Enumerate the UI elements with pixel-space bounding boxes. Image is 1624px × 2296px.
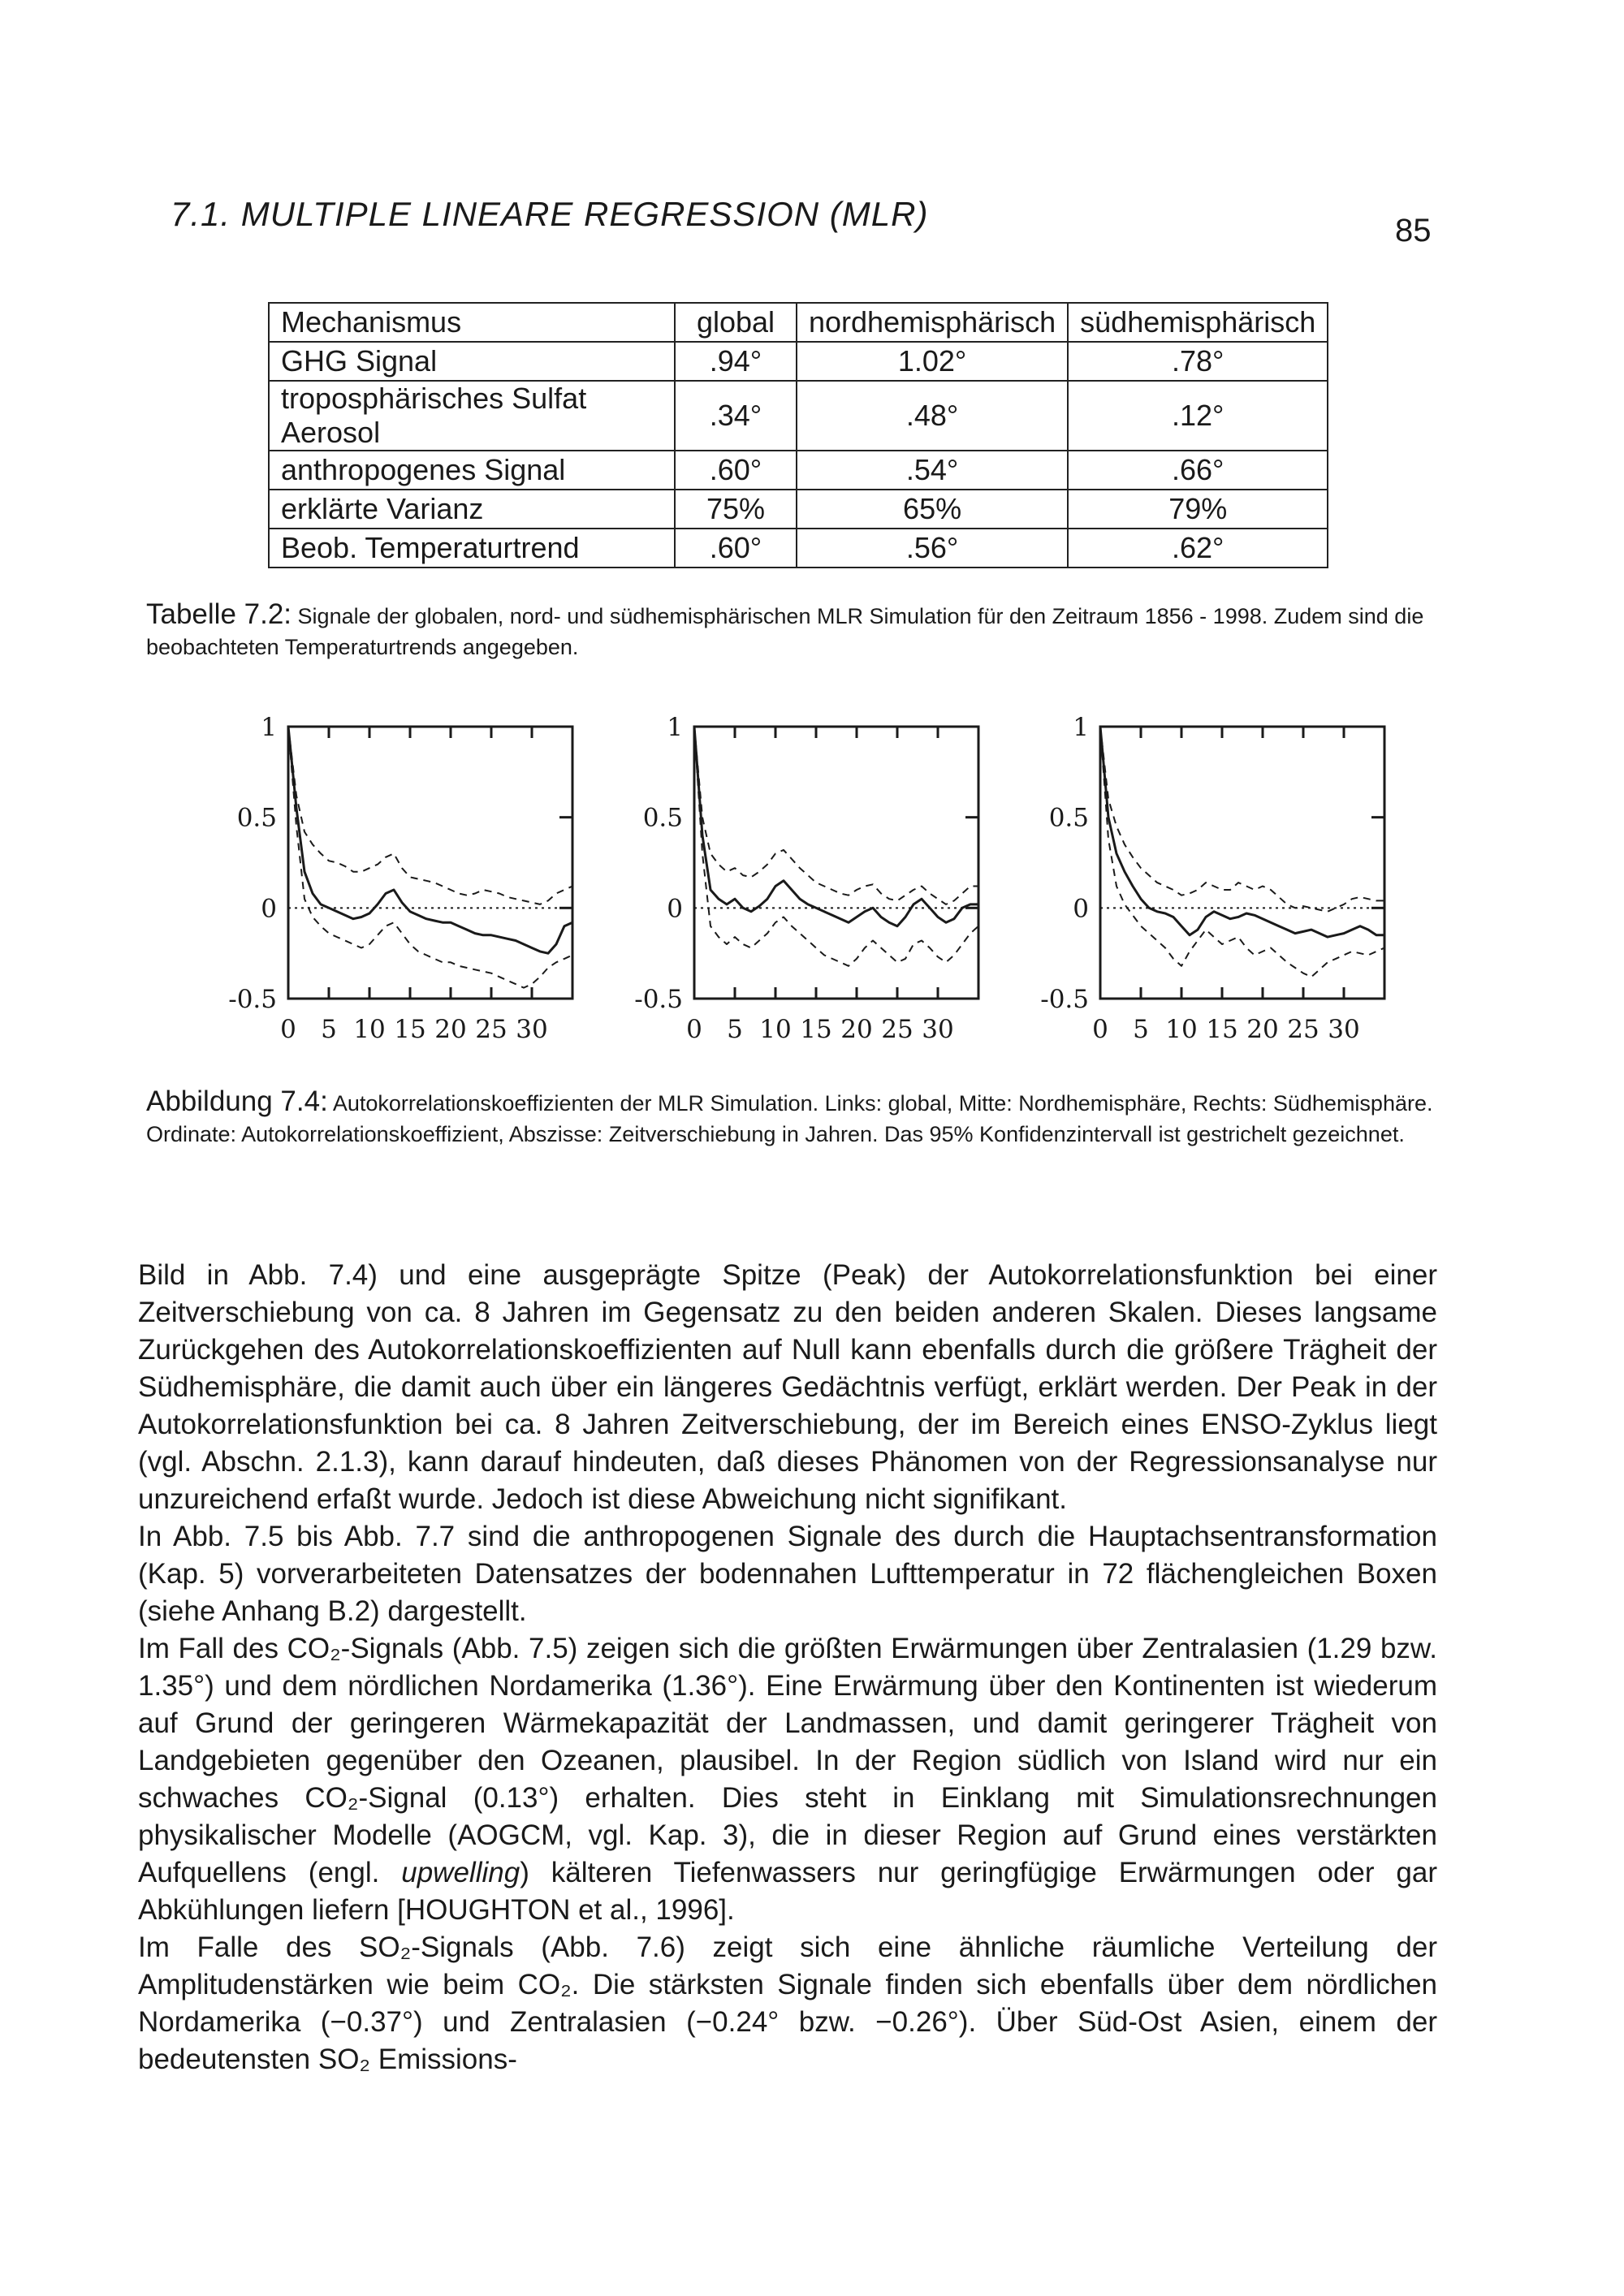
paragraph-text: Im Fall des CO₂-Signals (Abb. 7.5) zeigen sich die größten Erwärmungen über Zentralasien (1.29 bzw. 1.35°) und dem nördlichen Nordamerika (1.36°). Eine Erwärmung über den Kontinenten ist wiederum auf Grund der geringeren Wärmekapazität der Landmassen, und damit geringerer Trägheit von Landgebieten gegenüber den Ozeanen, plausibel. In der Region südlich von Island wird nur ein schwaches CO₂-Signal (0.13°) erhalten. Dies steht in Einklang mit Simulationsrechnungen physikalischer Modelle (AOGCM, vgl. Kap. 3), die in dieser Region auf Grund eines verstärkten Aufquellens (engl. bbox=[138, 1633, 1437, 1888]
plot-frame bbox=[288, 727, 572, 999]
y-tick-label: 1 bbox=[1073, 713, 1089, 742]
table-cell: .48° bbox=[797, 381, 1068, 451]
upper-confidence-line bbox=[288, 727, 572, 904]
y-tick-label: 0 bbox=[667, 894, 683, 924]
x-tick-label: 30 bbox=[1328, 1015, 1360, 1044]
x-tick-label: 15 bbox=[800, 1015, 832, 1044]
figure-caption-label: Abbildung 7.4: bbox=[146, 1085, 328, 1117]
y-tick-label: 0 bbox=[261, 894, 277, 924]
table-cell: anthropogenes Signal bbox=[269, 451, 675, 490]
table-cell: .78° bbox=[1068, 342, 1328, 381]
figure-caption-text: Autokorrelationskoeffizienten der MLR Simulation. Links: global, Mitte: Nordhemisphäre, Rechts: Südhemisphäre. Ordinate: Autokorrelationskoeffizient, Abszisse: Zeitverschiebung in Jahren. Das 95% Konfidenzintervall ist gestrichelt gezeichnet. bbox=[146, 1091, 1433, 1146]
table-cell: .54° bbox=[797, 451, 1068, 490]
y-tick-label: 0 bbox=[1073, 894, 1089, 924]
plot-frame bbox=[1100, 727, 1384, 999]
x-tick-label: 25 bbox=[1287, 1015, 1320, 1044]
autocorrelation-figure bbox=[0, 0, 1624, 1080]
y-tick-label: 1 bbox=[261, 713, 277, 742]
table-cell: 1.02° bbox=[797, 342, 1068, 381]
table-cell: Beob. Temperaturtrend bbox=[269, 529, 675, 568]
paragraph: In Abb. 7.5 bis Abb. 7.7 sind die anthropogenen Signale des durch die Hauptachsentransformation (Kap. 5) vorverarbeiteten Datensatzes der bodennahen Lufttemperatur in 72 flächengleichen Boxen (siehe Anhang B.2) dargestellt. bbox=[138, 1521, 1437, 1627]
emphasis-term: upwelling bbox=[401, 1857, 520, 1888]
x-tick-label: 5 bbox=[727, 1015, 743, 1044]
x-tick-label: 10 bbox=[1165, 1015, 1198, 1044]
y-tick-label: 1 bbox=[667, 713, 683, 742]
page-number: 85 bbox=[1395, 213, 1432, 248]
x-tick-label: 0 bbox=[1092, 1015, 1108, 1044]
body-text bbox=[138, 1257, 1437, 2078]
running-header-title: 7.1. MULTIPLE LINEARE REGRESSION (MLR) bbox=[171, 195, 929, 233]
x-tick-label: 10 bbox=[759, 1015, 792, 1044]
x-tick-label: 25 bbox=[881, 1015, 914, 1044]
table-cell: .60° bbox=[675, 451, 797, 490]
chart-panel-global bbox=[228, 713, 572, 1044]
table-header-cell: global bbox=[675, 303, 797, 342]
x-tick-label: 25 bbox=[475, 1015, 508, 1044]
acf-line bbox=[288, 727, 572, 953]
chart-panel-north bbox=[634, 713, 978, 1044]
table-cell: .60° bbox=[675, 529, 797, 568]
x-tick-label: 30 bbox=[922, 1015, 954, 1044]
y-tick-label: -0.5 bbox=[228, 985, 277, 1014]
paragraph: Im Falle des SO₂-Signals (Abb. 7.6) zeigt sich eine ähnliche räumliche Verteilung der Amplitudenstärken wie beim CO₂. Die stärksten Signale finden sich ebenfalls über dem nördlichen Nordamerika (−0.37°) und Zentralasien (−0.24° bzw. −0.26°). Über Süd-Ost Asien, einem der bedeutensten SO₂ Emissions- bbox=[138, 1931, 1437, 2075]
paragraph bbox=[138, 1630, 1437, 1929]
table-cell: 79% bbox=[1068, 490, 1328, 529]
table-header-cell: südhemisphärisch bbox=[1068, 303, 1328, 342]
paragraph-text: ) kälteren Tiefenwassers nur geringfügige Erwärmungen oder gar Abkühlungen liefern [HOUGHTON et al., 1996]. bbox=[138, 1857, 1437, 1926]
y-tick-label: 0.5 bbox=[236, 803, 277, 833]
y-tick-label: -0.5 bbox=[1040, 985, 1089, 1014]
x-tick-label: 30 bbox=[516, 1015, 548, 1044]
x-tick-label: 0 bbox=[686, 1015, 702, 1044]
x-tick-label: 15 bbox=[394, 1015, 426, 1044]
x-tick-label: 15 bbox=[1206, 1015, 1238, 1044]
table-caption-label: Tabelle 7.2: bbox=[146, 598, 292, 630]
y-tick-label: -0.5 bbox=[634, 985, 683, 1014]
table-header-cell: nordhemisphärisch bbox=[797, 303, 1068, 342]
table-cell: 75% bbox=[675, 490, 797, 529]
table-cell: .56° bbox=[797, 529, 1068, 568]
upper-confidence-line bbox=[694, 727, 978, 904]
lower-confidence-line bbox=[1100, 727, 1384, 977]
table-cell: .12° bbox=[1068, 381, 1328, 451]
y-tick-label: 0.5 bbox=[1048, 803, 1089, 833]
x-tick-label: 10 bbox=[353, 1015, 386, 1044]
x-tick-label: 20 bbox=[840, 1015, 873, 1044]
x-tick-label: 0 bbox=[280, 1015, 296, 1044]
lower-confidence-line bbox=[288, 727, 572, 988]
plot-frame bbox=[694, 727, 978, 999]
x-tick-label: 5 bbox=[1133, 1015, 1149, 1044]
table-cell: GHG Signal bbox=[269, 342, 675, 381]
table-cell: .34° bbox=[675, 381, 797, 451]
table-header-cell: Mechanismus bbox=[269, 303, 675, 342]
table-cell: .94° bbox=[675, 342, 797, 381]
x-tick-label: 20 bbox=[434, 1015, 467, 1044]
table-cell: erklärte Varianz bbox=[269, 490, 675, 529]
lower-confidence-line bbox=[694, 727, 978, 966]
chart-panel-south bbox=[1040, 713, 1384, 1044]
table-cell: troposphärisches Sulfat Aerosol bbox=[269, 381, 675, 451]
x-tick-label: 20 bbox=[1246, 1015, 1279, 1044]
x-tick-label: 5 bbox=[321, 1015, 337, 1044]
table-cell: 65% bbox=[797, 490, 1068, 529]
table-cell: .62° bbox=[1068, 529, 1328, 568]
y-tick-label: 0.5 bbox=[642, 803, 683, 833]
paragraph: Bild in Abb. 7.4) und eine ausgeprägte Spitze (Peak) der Autokorrelationsfunktion bei einer Zeitverschiebung von ca. 8 Jahren im Gegensatz zu den beiden anderen Skalen. Dieses langsame Zurückgehen des Autokorrelationskoeffizienten auf Null kann ebenfalls durch die größere Trägheit der Südhemisphäre, die damit auch über ein längeres Gedächtnis verfügt, erklärt werden. Der Peak in der Autokorrelationsfunktion bei ca. 8 Jahren Zeitverschiebung, der im Bereich eines ENSO-Zyklus liegt (vgl. Abschn. 2.1.3), kann darauf hindeuten, daß dieses Phänomen von der Regressionsanalyse nur unzureichend erfaßt wurde. Jedoch ist diese Abweichung nicht signifikant. bbox=[138, 1259, 1437, 1515]
figure-caption bbox=[146, 1086, 1453, 1150]
acf-line bbox=[694, 727, 978, 926]
table-caption-text: Signale der globalen, nord- und südhemisphärischen MLR Simulation für den Zeitraum 1856 - 1998. Zudem sind die beobachteten Temperaturtrends angegeben. bbox=[146, 604, 1424, 659]
table-cell: .66° bbox=[1068, 451, 1328, 490]
upper-confidence-line bbox=[1100, 727, 1384, 912]
